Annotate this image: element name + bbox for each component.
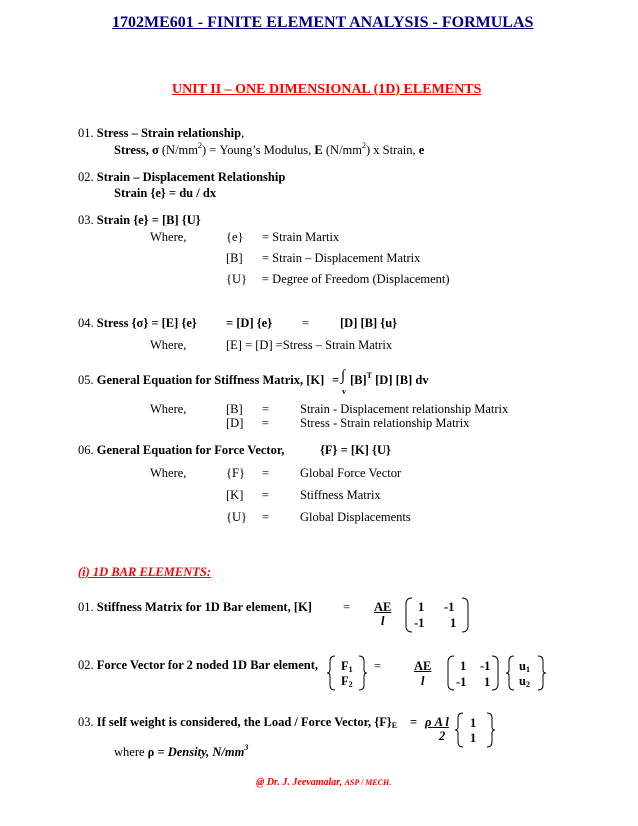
- bar-3-coefficient-denominator: 2: [439, 729, 446, 743]
- matrix-cell: 1: [418, 600, 425, 614]
- formula-5-heading: 05. General Equation for Stiffness Matrix, [K]: [78, 373, 325, 387]
- matrix-cell: -1: [456, 675, 467, 689]
- formula-4-heading: 04. Stress {σ} = [E] {e}: [78, 316, 197, 330]
- section-heading: (i) 1D BAR ELEMENTS:: [78, 565, 212, 579]
- bar-2-matrix-brackets: [446, 655, 500, 691]
- matrix-cell: 1: [484, 675, 491, 689]
- formula-2-equation: Strain {e} = du / dx: [114, 186, 217, 200]
- density-note: where ρ = Density, $N/mm^3$: [114, 743, 249, 759]
- formula-3-symbol: {e}: [226, 230, 244, 244]
- formula-3-where: Where,: [150, 230, 187, 244]
- formula-6-equation: {F} = [K] {U}: [320, 443, 391, 457]
- formula-6-eq: =: [262, 466, 270, 480]
- bar-3-equals: =: [410, 715, 418, 729]
- formula-5-equals: =: [332, 373, 340, 387]
- bar-1-equals: =: [343, 600, 351, 614]
- formula-1-equation: Stress, σ $(N/mm^2)$ = Young’s Modulus, E $(N/mm^2)$ x Strain, e: [114, 141, 425, 157]
- formula-6-definition: Stiffness Matrix: [300, 488, 381, 502]
- displacement-component: $u_1$: [519, 659, 530, 674]
- formula-6-eq: =: [262, 488, 270, 502]
- formula-4-definition: [E] = [D] =Stress – Strain Matrix: [226, 338, 393, 352]
- formula-6-definition: Global Displacements: [300, 510, 411, 524]
- bar-1-coefficient-denominator: l: [381, 614, 385, 628]
- formula-3-symbol: {U}: [226, 272, 248, 286]
- bar-2-heading: 02. Force Vector for 2 noded 1D Bar element,: [78, 658, 319, 672]
- formula-3-definition: = Strain – Displacement Matrix: [262, 251, 421, 265]
- force-component: $F_1$: [341, 659, 353, 674]
- bar-1-heading: 01. Stiffness Matrix for 1D Bar element, [K]: [78, 600, 312, 614]
- formula-4-equals: =: [302, 316, 310, 330]
- formula-6-eq: =: [262, 510, 270, 524]
- formula-5-symbol: [B]: [226, 402, 243, 416]
- displacement-component: $u_2$: [519, 674, 530, 689]
- matrix-cell: -1: [444, 600, 455, 614]
- matrix-cell: -1: [480, 659, 491, 673]
- bar-3-coefficient-numerator: ρ A l: [425, 715, 449, 729]
- formula-3-definition: = Strain Martix: [262, 230, 340, 244]
- document-title: 1702ME601 - FINITE ELEMENT ANALYSIS - FORMULAS: [112, 14, 534, 31]
- integral-symbol: ∫: [341, 368, 346, 384]
- formula-5-eq: =: [262, 416, 270, 430]
- matrix-cell: 1: [450, 616, 457, 630]
- bar-1-coefficient-numerator: AE: [374, 600, 392, 614]
- formula-2-heading: 02. Strain – Displacement Relationship: [78, 170, 286, 184]
- formula-6-definition: Global Force Vector: [300, 466, 402, 480]
- force-component: $F_2$: [341, 674, 353, 689]
- formula-6-symbol: {U}: [226, 510, 248, 524]
- formula-6-heading: 06. General Equation for Force Vector,: [78, 443, 285, 457]
- formula-3-heading: 03. Strain {e} = [B] {U}: [78, 213, 201, 227]
- formula-1-heading: 01. Stress – Strain relationship,: [78, 126, 245, 140]
- formula-5-symbol: [D]: [226, 416, 244, 430]
- bar-2-equals: =: [374, 659, 382, 673]
- bar-3-heading: 03. If self weight is considered, the Load / Force Vector, $\{F\}_E$: [78, 715, 398, 730]
- formula-6-symbol: {F}: [226, 466, 245, 480]
- matrix-cell: -1: [414, 616, 425, 630]
- formula-3-symbol: [B]: [226, 251, 243, 265]
- formula-6-where: Where,: [150, 466, 187, 480]
- formula-5-where: Where,: [150, 402, 187, 416]
- formula-5-definition: Strain - Displacement relationship Matrix: [300, 402, 509, 416]
- formula-6-symbol: [K]: [226, 488, 244, 502]
- bar-2-coefficient-numerator: AE: [414, 659, 432, 673]
- formula-5-equation: $[B]^T$ [D] [B] dv: [350, 371, 429, 387]
- integral-subscript: v: [342, 387, 346, 396]
- formula-5-definition: Stress - Strain relationship Matrix: [300, 416, 470, 430]
- matrix-cell: 1: [460, 659, 467, 673]
- vector-cell: 1: [470, 731, 477, 745]
- formula-4-where: Where,: [150, 338, 187, 352]
- formula-4-equation-part: = [D] {e}: [226, 316, 273, 330]
- formula-4-equation-part: [D] [B] {u}: [340, 316, 398, 330]
- formula-5-eq: =: [262, 402, 270, 416]
- author-footer: @ Dr. J. Jeevamalar, ASP / MECH.: [256, 777, 392, 788]
- unit-heading: UNIT II – ONE DIMENSIONAL (1D) ELEMENTS: [172, 82, 482, 97]
- formula-3-definition: = Degree of Freedom (Displacement): [262, 272, 450, 286]
- bar-2-coefficient-denominator: l: [421, 674, 425, 688]
- vector-cell: 1: [470, 716, 477, 730]
